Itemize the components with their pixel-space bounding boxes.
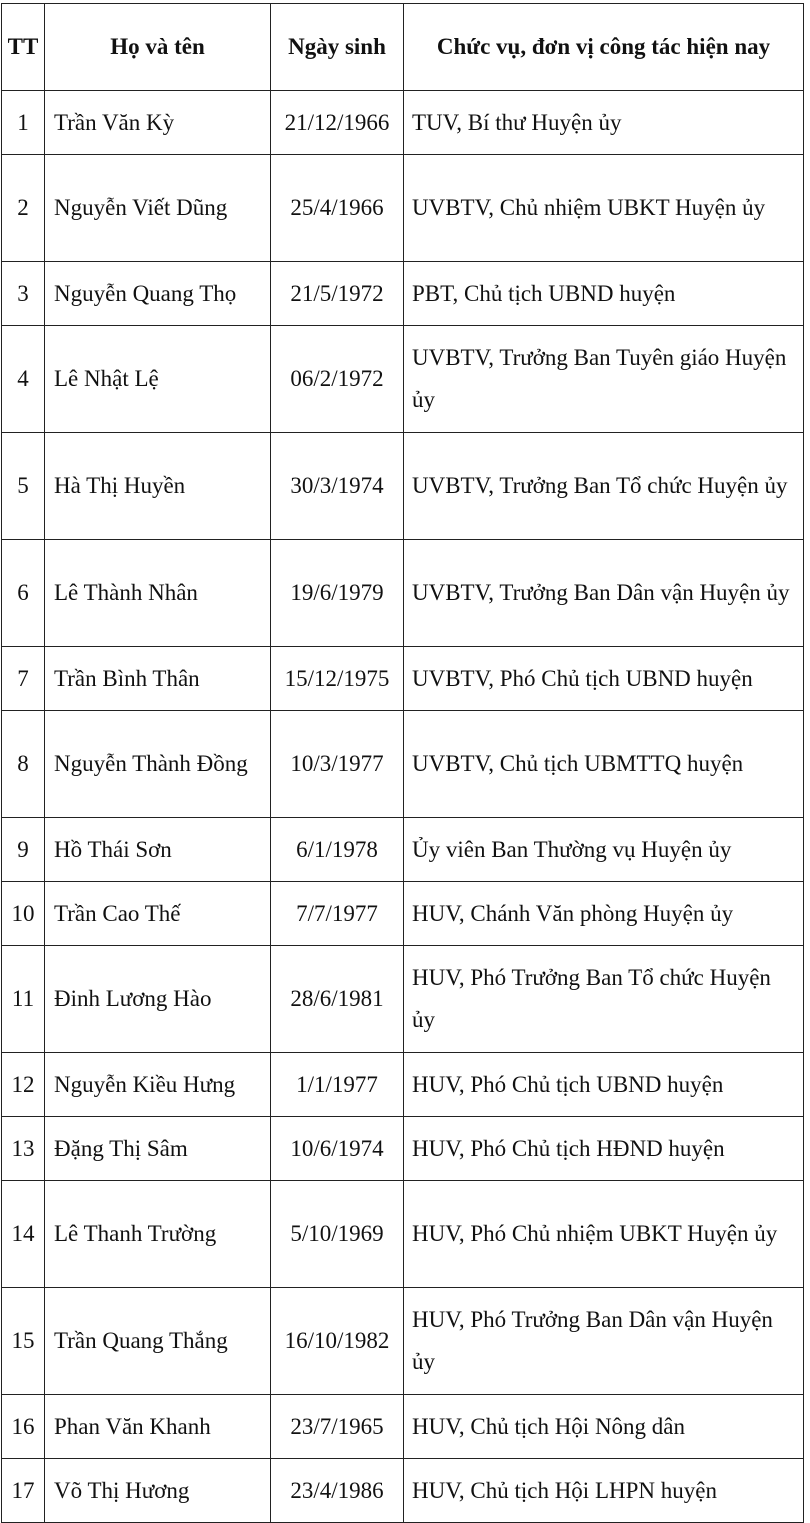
cell-name: Nguyễn Thành Đồng bbox=[45, 711, 271, 818]
header-name: Họ và tên bbox=[45, 4, 271, 91]
cell-name: Hồ Thái Sơn bbox=[45, 818, 271, 882]
cell-tt: 2 bbox=[2, 155, 45, 262]
cell-role: HUV, Phó Trưởng Ban Dân vận Huyện ủy bbox=[404, 1288, 804, 1395]
table-row bbox=[2, 647, 804, 711]
table-row bbox=[2, 540, 804, 647]
header-tt: TT bbox=[2, 4, 45, 91]
cell-role: UVBTV, Phó Chủ tịch UBND huyện bbox=[404, 647, 804, 711]
cell-dob: 19/6/1979 bbox=[271, 540, 404, 647]
table-row bbox=[2, 1181, 804, 1288]
cell-tt: 13 bbox=[2, 1117, 45, 1181]
table-row bbox=[2, 1053, 804, 1117]
cell-tt: 5 bbox=[2, 433, 45, 540]
cell-dob: 16/10/1982 bbox=[271, 1288, 404, 1395]
cell-name: Đinh Lương Hào bbox=[45, 946, 271, 1053]
cell-name: Phan Văn Khanh bbox=[45, 1395, 271, 1459]
cell-dob: 21/12/1966 bbox=[271, 91, 404, 155]
table-row bbox=[2, 1395, 804, 1459]
cell-name: Nguyễn Kiều Hưng bbox=[45, 1053, 271, 1117]
cell-tt: 12 bbox=[2, 1053, 45, 1117]
cell-dob: 28/6/1981 bbox=[271, 946, 404, 1053]
cell-dob: 30/3/1974 bbox=[271, 433, 404, 540]
cell-role: HUV, Chánh Văn phòng Huyện ủy bbox=[404, 882, 804, 946]
cell-name: Võ Thị Hương bbox=[45, 1459, 271, 1523]
cell-dob: 10/3/1977 bbox=[271, 711, 404, 818]
cell-tt: 4 bbox=[2, 326, 45, 433]
cell-role: HUV, Phó Chủ tịch UBND huyện bbox=[404, 1053, 804, 1117]
cell-tt: 3 bbox=[2, 262, 45, 326]
cell-name: Lê Nhật Lệ bbox=[45, 326, 271, 433]
table-row bbox=[2, 818, 804, 882]
table-row bbox=[2, 433, 804, 540]
table-row bbox=[2, 711, 804, 818]
cell-tt: 6 bbox=[2, 540, 45, 647]
table-header-row bbox=[2, 4, 804, 91]
table-row bbox=[2, 946, 804, 1053]
cell-tt: 14 bbox=[2, 1181, 45, 1288]
personnel-table bbox=[1, 3, 804, 1523]
cell-name: Lê Thành Nhân bbox=[45, 540, 271, 647]
cell-dob: 7/7/1977 bbox=[271, 882, 404, 946]
cell-tt: 1 bbox=[2, 91, 45, 155]
table-row bbox=[2, 262, 804, 326]
cell-tt: 9 bbox=[2, 818, 45, 882]
cell-role: HUV, Phó Chủ tịch HĐND huyện bbox=[404, 1117, 804, 1181]
cell-role: UVBTV, Chủ nhiệm UBKT Huyện ủy bbox=[404, 155, 804, 262]
cell-tt: 15 bbox=[2, 1288, 45, 1395]
cell-role: Ủy viên Ban Thường vụ Huyện ủy bbox=[404, 818, 804, 882]
table-row bbox=[2, 1117, 804, 1181]
header-role: Chức vụ, đơn vị công tác hiện nay bbox=[404, 4, 804, 91]
cell-role: PBT, Chủ tịch UBND huyện bbox=[404, 262, 804, 326]
cell-name: Trần Cao Thế bbox=[45, 882, 271, 946]
cell-role: UVBTV, Trưởng Ban Tuyên giáo Huyện ủy bbox=[404, 326, 804, 433]
cell-role: HUV, Phó Trưởng Ban Tổ chức Huyện ủy bbox=[404, 946, 804, 1053]
cell-role: UVBTV, Chủ tịch UBMTTQ huyện bbox=[404, 711, 804, 818]
cell-dob: 21/5/1972 bbox=[271, 262, 404, 326]
cell-dob: 23/7/1965 bbox=[271, 1395, 404, 1459]
cell-name: Nguyễn Viết Dũng bbox=[45, 155, 271, 262]
cell-dob: 6/1/1978 bbox=[271, 818, 404, 882]
table-row bbox=[2, 155, 804, 262]
cell-name: Nguyễn Quang Thọ bbox=[45, 262, 271, 326]
cell-dob: 25/4/1966 bbox=[271, 155, 404, 262]
cell-role: UVBTV, Trưởng Ban Dân vận Huyện ủy bbox=[404, 540, 804, 647]
cell-role: HUV, Chủ tịch Hội Nông dân bbox=[404, 1395, 804, 1459]
cell-name: Đặng Thị Sâm bbox=[45, 1117, 271, 1181]
table-row bbox=[2, 1288, 804, 1395]
cell-name: Lê Thanh Trường bbox=[45, 1181, 271, 1288]
cell-dob: 5/10/1969 bbox=[271, 1181, 404, 1288]
cell-tt: 8 bbox=[2, 711, 45, 818]
cell-role: HUV, Chủ tịch Hội LHPN huyện bbox=[404, 1459, 804, 1523]
cell-role: UVBTV, Trưởng Ban Tổ chức Huyện ủy bbox=[404, 433, 804, 540]
cell-name: Hà Thị Huyền bbox=[45, 433, 271, 540]
cell-role: TUV, Bí thư Huyện ủy bbox=[404, 91, 804, 155]
cell-dob: 23/4/1986 bbox=[271, 1459, 404, 1523]
cell-dob: 10/6/1974 bbox=[271, 1117, 404, 1181]
table-row bbox=[2, 91, 804, 155]
cell-role: HUV, Phó Chủ nhiệm UBKT Huyện ủy bbox=[404, 1181, 804, 1288]
cell-tt: 11 bbox=[2, 946, 45, 1053]
header-dob: Ngày sinh bbox=[271, 4, 404, 91]
cell-name: Trần Bình Thân bbox=[45, 647, 271, 711]
cell-name: Trần Quang Thắng bbox=[45, 1288, 271, 1395]
table-row bbox=[2, 1459, 804, 1523]
cell-tt: 16 bbox=[2, 1395, 45, 1459]
table-row bbox=[2, 326, 804, 433]
cell-name: Trần Văn Kỳ bbox=[45, 91, 271, 155]
cell-dob: 15/12/1975 bbox=[271, 647, 404, 711]
cell-dob: 06/2/1972 bbox=[271, 326, 404, 433]
cell-dob: 1/1/1977 bbox=[271, 1053, 404, 1117]
cell-tt: 10 bbox=[2, 882, 45, 946]
table-row bbox=[2, 882, 804, 946]
cell-tt: 7 bbox=[2, 647, 45, 711]
cell-tt: 17 bbox=[2, 1459, 45, 1523]
